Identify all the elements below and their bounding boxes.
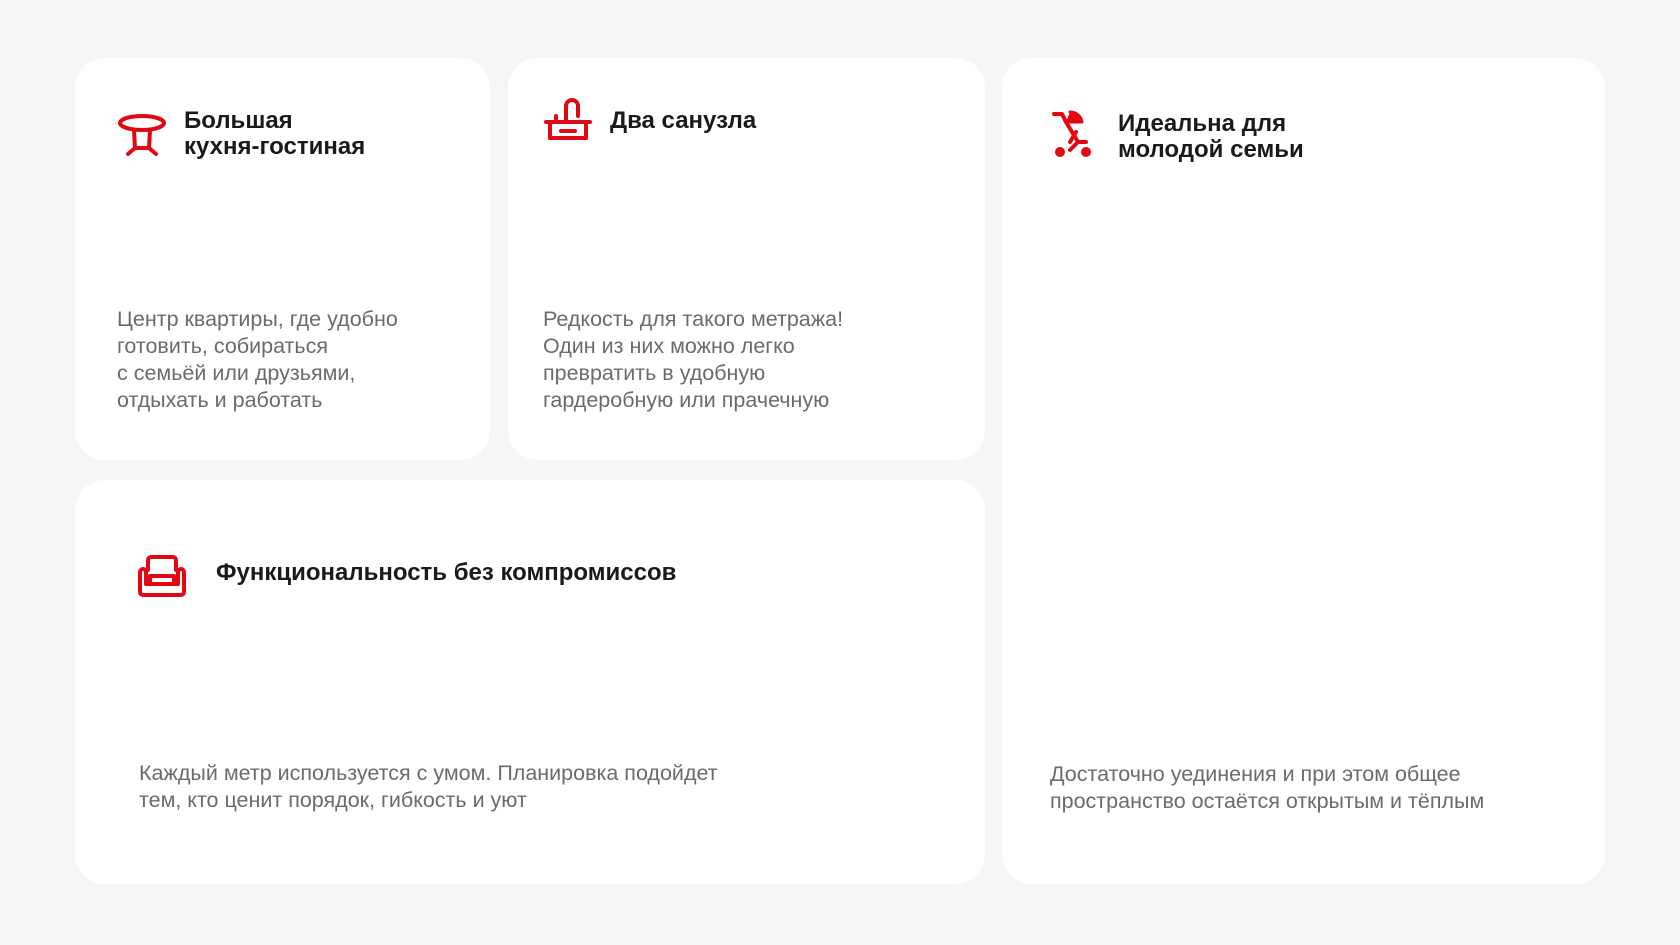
card-description: Каждый метр используется с умом. Планировка подойдет тем, кто ценит порядок, гибкость и уют: [139, 761, 718, 812]
card-title: Функциональность без компромиссов: [216, 559, 677, 586]
card-description: Редкость для такого метража! Один из них можно легко превратить в удобную гардеробную или прачечную: [543, 307, 844, 412]
feature-card-bathrooms: [508, 58, 985, 460]
feature-card-kitchen: [75, 58, 490, 460]
feature-card-family: [1002, 58, 1605, 884]
sofa-icon: [136, 550, 188, 602]
card-title: Два санузла: [610, 107, 757, 134]
feature-card-functionality: [75, 480, 985, 884]
card-description: Достаточно уединения и при этом общее пространство остаётся открытым и тёплым: [1050, 762, 1485, 813]
table-icon: [116, 110, 168, 162]
stroller-icon: [1046, 108, 1098, 160]
card-title: Идеальна для молодой семьи: [1118, 110, 1304, 163]
card-title: Большая кухня-гостиная: [184, 107, 366, 160]
sink-faucet-icon: [542, 94, 594, 146]
card-description: Центр квартиры, где удобно готовить, собираться с семьёй или друзьями, отдыхать и работать: [117, 307, 398, 412]
